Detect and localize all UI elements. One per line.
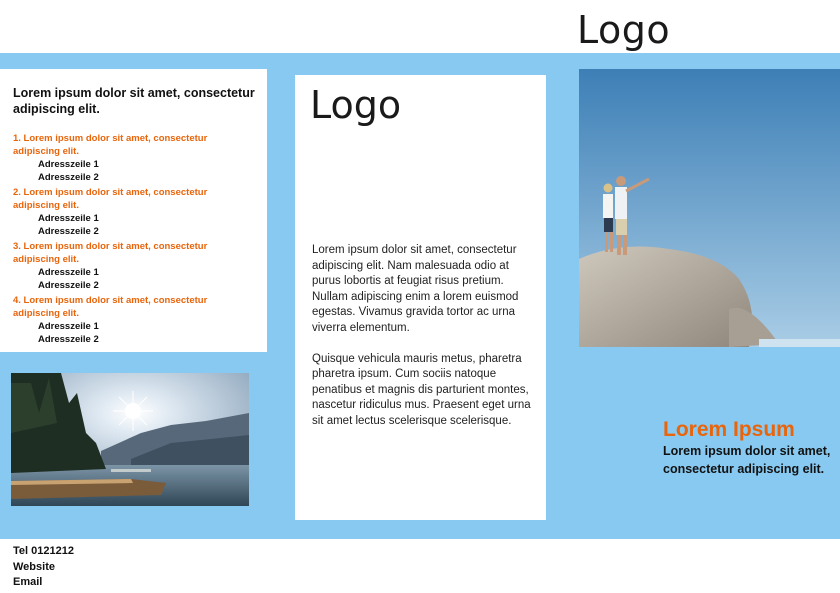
address-line: Adresszeile 1 (38, 213, 99, 224)
contact-tel: Tel 0121212 (13, 545, 74, 557)
address-line: Adresszeile 2 (38, 172, 99, 183)
panel-body-text (312, 243, 538, 445)
paragraph: Lorem ipsum dolor sit amet, consectetur adipiscing elit. Nam malesuada odio at purus lobortis at feugiat risus pretium. Nullam adipiscing enim a lorem euismod egestas. Vivamus gravida tortor ac urna viverra elementum. (312, 244, 519, 334)
address-line: Adresszeile 1 (38, 321, 99, 332)
list-item (13, 132, 255, 184)
address-line: Adresszeile 1 (38, 267, 99, 278)
address-line: Adresszeile 2 (38, 226, 99, 237)
promo-text: Lorem ipsum dolor sit amet, consectetur adipiscing elit. (663, 444, 831, 476)
cover-logo: Logo (577, 8, 671, 52)
list-item (13, 186, 255, 238)
couple-on-rock-image (579, 69, 840, 347)
lake-photo (11, 373, 249, 506)
left-info-panel (0, 69, 267, 352)
left-intro-text: Lorem ipsum dolor sit amet, consectetur adipiscing elit. (13, 86, 255, 116)
lake-sunrise-image (11, 373, 249, 506)
promo-block (663, 418, 833, 478)
list-item (13, 240, 255, 292)
address-line: Adresszeile 1 (38, 159, 99, 170)
list-item-title: 4. Lorem ipsum dolor sit amet, consectetur adipiscing elit. (13, 295, 208, 319)
middle-content-panel (295, 75, 546, 520)
list-item-title: 2. Lorem ipsum dolor sit amet, consectetur adipiscing elit. (13, 187, 208, 211)
panel-logo: Logo (310, 83, 402, 127)
contact-info (13, 544, 74, 591)
address-line: Adresszeile 2 (38, 334, 99, 345)
list-item-title: 3. Lorem ipsum dolor sit amet, consectetur adipiscing elit. (13, 241, 208, 265)
promo-heading: Lorem Ipsum (663, 418, 795, 441)
address-line: Adresszeile 2 (38, 280, 99, 291)
contact-email: Email (13, 576, 43, 588)
location-list (13, 132, 255, 346)
contact-website: Website (13, 560, 55, 573)
paragraph: Quisque vehicula mauris metus, pharetra pharetra ipsum. Cum sociis natoque penatibus et magnis dis parturient montes, nascetur ridiculus mus. Praesent eget urna sit amet lectus scelerisque scelerisque. (312, 352, 531, 427)
list-item (13, 294, 255, 346)
rock-photo (579, 69, 840, 347)
list-item-title: 1. Lorem ipsum dolor sit amet, consectetur adipiscing elit. (13, 133, 208, 157)
